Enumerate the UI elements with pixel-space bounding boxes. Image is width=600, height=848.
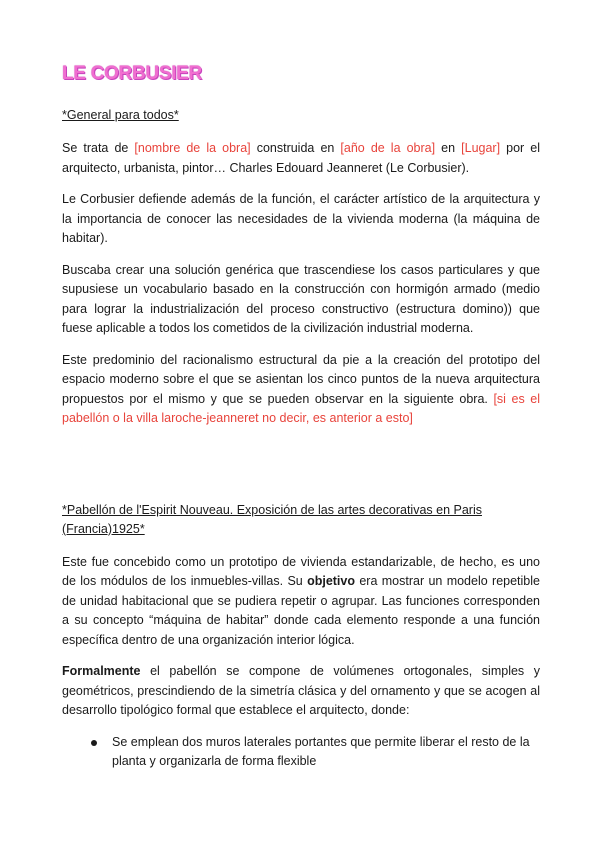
placeholder-work-year: [año de la obra] <box>340 141 436 155</box>
prototype-text-1: Este fue concebido como un prototipo de vivienda estandarizable, de hecho, es uno de los módulos de los inmuebles-villas. Su <box>62 554 540 588</box>
bullet-list <box>62 733 540 772</box>
paragraph-rationalism <box>62 351 540 429</box>
formal-text: el pabellón se compone de volúmenes ortogonales, simples y geométricos, prescindiendo de la simetría clásica y del ornamento y que se acogen al desarrollo tipológico formal que establece el arquitecto, donde: <box>62 664 540 717</box>
paragraph-function: Le Corbusier defiende además de la función, el carácter artístico de la arquitectura y la importancia de conocer las necesidades de la vivienda moderna (la máquina de habitar). <box>62 192 540 245</box>
paragraph-intro <box>62 139 540 178</box>
document-page <box>62 62 540 772</box>
rationalism-note: [si es el pabellón o la villa laroche-jeanneret no decir, es anterior a esto] <box>62 391 540 425</box>
section-heading-general: *General para todos* <box>62 108 179 122</box>
paragraph-formal <box>62 662 540 721</box>
placeholder-work-name: [nombre de la obra] <box>134 141 251 155</box>
document-title: LE CORBUSIER <box>62 63 202 84</box>
paragraph-prototype <box>62 553 540 651</box>
prototype-text-2: era mostrar un modelo repetible de unidad habitacional que se pudiera repetir o agrupar. Las funciones corresponden a su concepto “máquina de habitar” donde cada elemento responde a una función específica dentro de una organización interior lógica. <box>62 574 540 647</box>
list-item: Se emplean dos muros laterales portantes que permite liberar el resto de la planta y organizarla de forma flexible <box>112 733 540 772</box>
section-heading-pavilion: *Pabellón de l'Espirit Nouveau. Exposición de las artes decorativas en Paris (Francia)1925* <box>62 502 482 536</box>
prototype-bold-objective: objetivo <box>307 574 355 588</box>
section-spacer <box>62 441 540 501</box>
rationalism-text: Este predominio del racionalismo estructural da pie a la creación del prototipo del espacio moderno sobre el que se asientan los cinco puntos de la nueva arquitectura propuestos por el mismo y que se pueden observar en la siguiente obra. <box>62 352 540 406</box>
intro-text-1: Se trata de <box>62 141 135 155</box>
intro-text-2: construida en <box>250 141 341 155</box>
intro-text-4: por el arquitecto, urbanista, pintor… Charles Edouard Jeanneret (Le Corbusier). <box>62 141 540 175</box>
intro-text-3: en <box>435 141 462 155</box>
paragraph-generic-solution: Buscaba crear una solución genérica que trascendiese los casos particulares y que supusiese un vocabulario basado en la construcción con hormigón armado (medio para lograr la industrialización del proceso constructivo (estructura domino)) que fuese aplicable a todos los cometidos de la civilización industrial moderna. <box>62 262 540 335</box>
formal-bold: Formalmente <box>62 664 141 678</box>
placeholder-place: [Lugar] <box>461 141 501 155</box>
